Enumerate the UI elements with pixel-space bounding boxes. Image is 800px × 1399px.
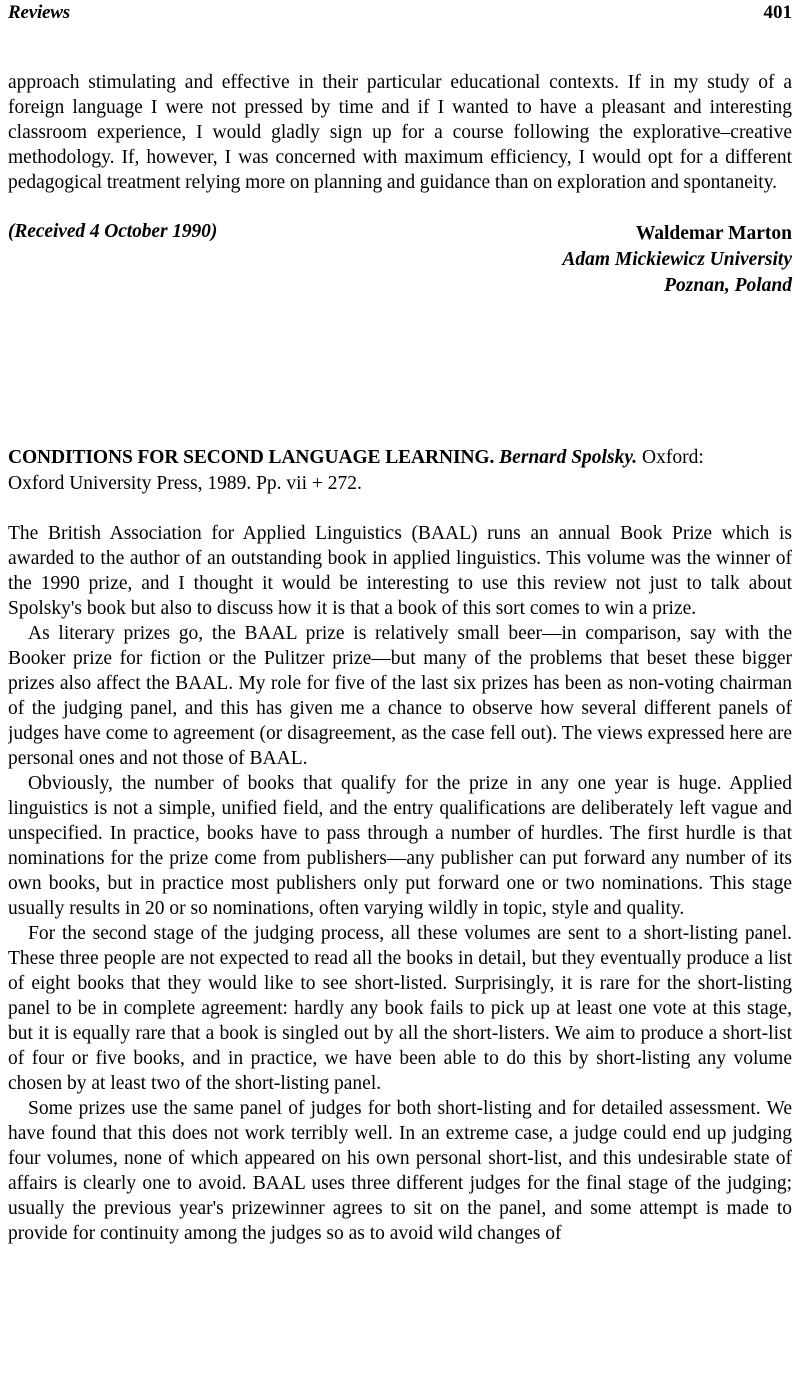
review-body (8, 521, 792, 1246)
author-name: Waldemar Marton (635, 223, 792, 244)
review-paragraph: Some prizes use the same panel of judges for both short-listing and for detailed assessment. We have found that this does not work terribly well. In an extreme case, a judge could end up judging four volumes, none of which appeared on his own personal short-list, and this undesirable state of affairs is clearly one to avoid. BAAL uses three different judges for the final stage of the judging; usually the previous year's prizewinner agrees to sit on the panel, and some attempt is made to provide for continuity among the judges so as to avoid wild changes of (8, 1098, 792, 1244)
book-title: CONDITIONS FOR SECOND LANGUAGE LEARNING. (8, 447, 495, 468)
continued-paragraph: approach stimulating and effective in their particular educational contexts. If in my study of a foreign language I were not pressed by time and if I wanted to have a pleasant and interesting classroom experience, I would gladly sign up for a course following the explorative–creative methodology. If, however, I was concerned with maximum efficiency, I would opt for a different pedagogical treatment relying more on planning and guidance than on exploration and spontaneity. (8, 72, 792, 193)
review-paragraph: As literary prizes go, the BAAL prize is relatively small beer—in comparison, say with the Booker prize for fiction or the Pulitzer prize—but many of the problems that beset these bigger prizes also affect the BAAL. My role for five of the last six prizes has been as non-voting chairman of the judging panel, and this has given me a chance to observe how several different panels of judges have come to agreement (or disagreement, as the case fell out). The views expressed here are personal ones and not those of BAAL. (8, 623, 792, 769)
author-affiliation: Adam Mickiewicz University (562, 249, 792, 270)
author-location: Poznan, Poland (664, 275, 792, 296)
book-author: Bernard Spolsky. (499, 447, 638, 468)
reviewed-book-heading (8, 445, 792, 497)
review-paragraph: The British Association for Applied Linguistics (BAAL) runs an annual Book Prize which is awarded to the author of an outstanding book in applied linguistics. This volume was the winner of the 1990 prize, and I thought it would be interesting to use this review not just to talk about Spolsky's book but also to discuss how it is that a book of this sort comes to win a prize. (8, 523, 792, 619)
book-imprint-line-1: Oxford: (642, 447, 704, 468)
review-paragraph: For the second stage of the judging process, all these volumes are sent to a short-listing panel. These three people are not expected to read all the books in detail, but they eventually produce a list of eight books that they would like to see short-listed. Surprisingly, it is rare for the short-listing panel to be in complete agreement: hardly any book fails to pick up at least one vote at this stage, but it is equally rare that a book is singled out by all the short-listers. We aim to produce a short-list of four or five books, and in practice, we have been able to do this by short-listing any volume chosen by at least two of the short-listing panel. (8, 923, 792, 1094)
page-number: 401 (763, 2, 792, 23)
running-head (8, 0, 792, 28)
signature-block (8, 221, 792, 325)
book-imprint-line-2: Oxford University Press, 1989. Pp. vii + 272. (8, 473, 362, 494)
running-head-section-label: Reviews (8, 2, 70, 23)
received-date: (Received 4 October 1990) (8, 221, 218, 242)
review-paragraph: Obviously, the number of books that qualify for the prize in any one year is huge. Applied linguistics is not a simple, unified field, and the entry qualifications are deliberately left vague and unspecified. In practice, books have to pass through a number of hurdles. The first hurdle is that nominations for the prize come from publishers—any publisher can put forward any number of its own books, but in practice most publishers only put forward one or two nominations. This stage usually results in 20 or so nominations, often varying wildly in topic, style and quality. (8, 773, 792, 919)
